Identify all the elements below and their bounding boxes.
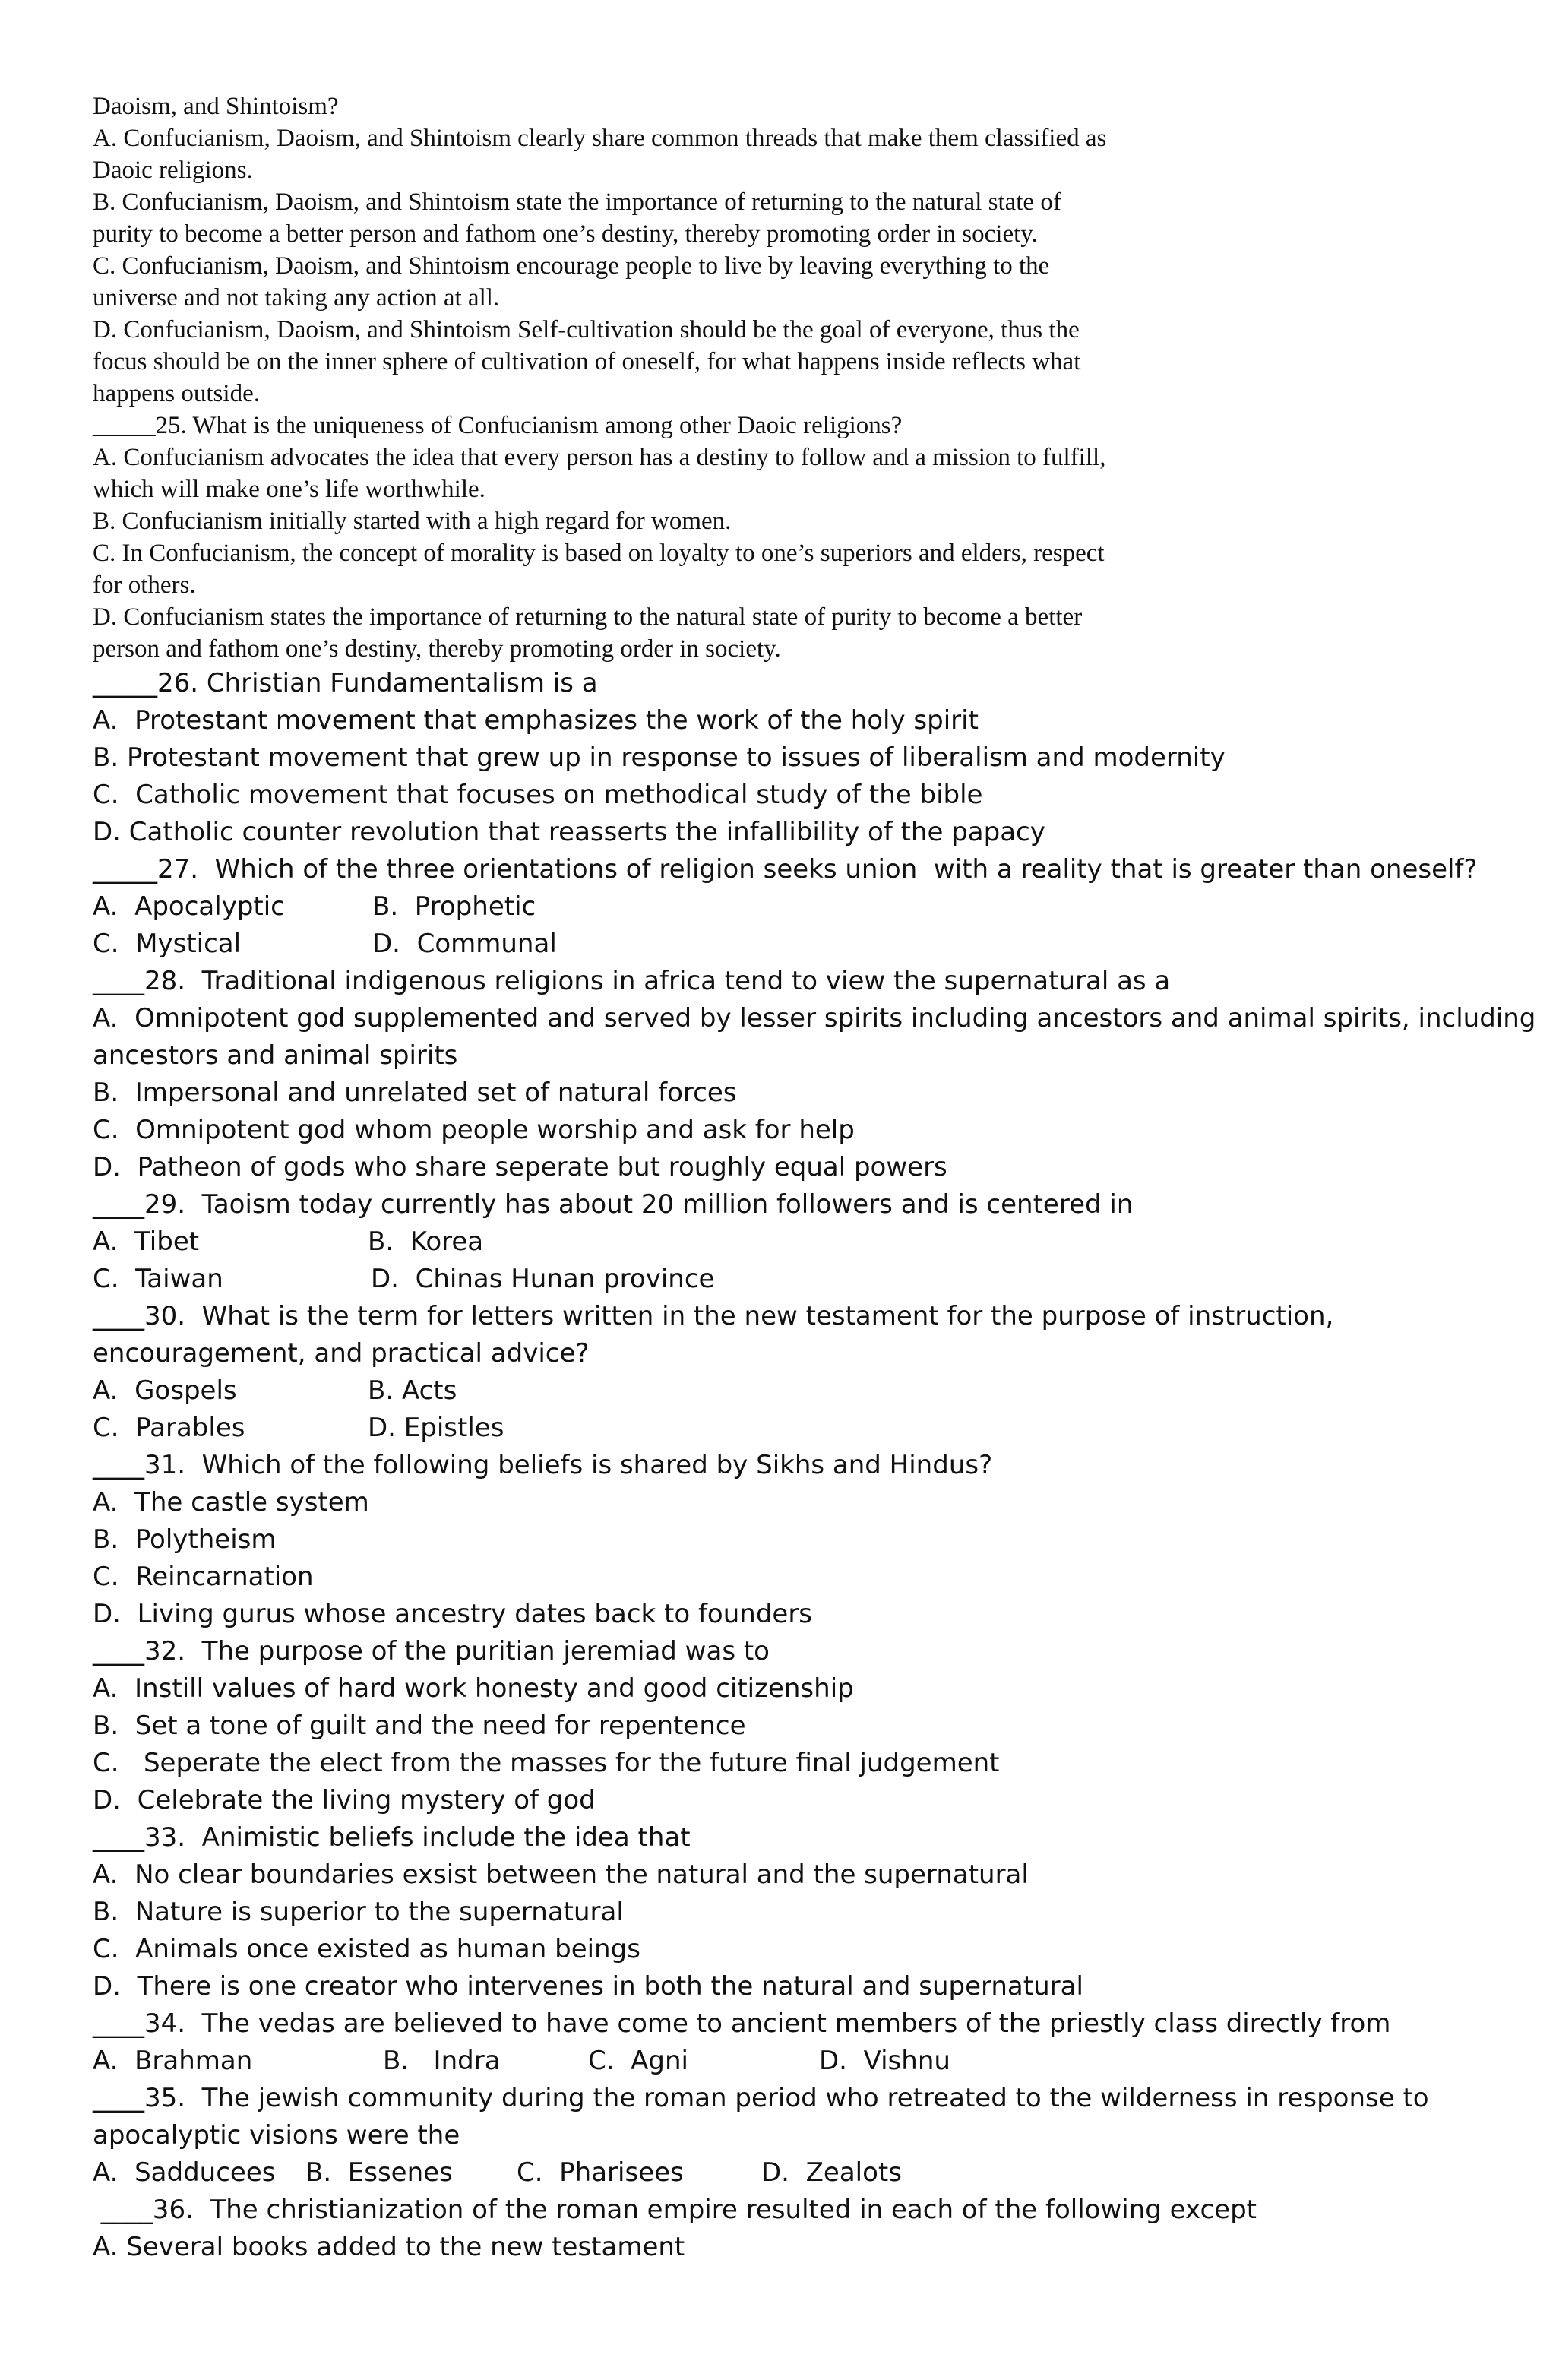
question-30: ____30. What is the term for letters written in the new testament for the purpose of instruction, bbox=[93, 1301, 1334, 1331]
question-29: ____29. Taoism today currently has about 20 million followers and is centered in bbox=[93, 1189, 1134, 1220]
option-d: D. Patheon of gods who share seperate but roughly equal powers bbox=[93, 1152, 947, 1182]
option-c: C. Confucianism, Daoism, and Shintoism encourage people to live by leaving everything to the bbox=[93, 252, 1050, 280]
option-a: A. Omnipotent god supplemented and served by lesser spirits including ancestors and animal spirits, including bbox=[93, 1003, 1536, 1033]
option-b: B. Polytheism bbox=[93, 1524, 277, 1555]
option-a: A. Tibet bbox=[93, 1226, 200, 1257]
option-d: D. Communal bbox=[372, 929, 557, 959]
text-line: person and fathom one’s destiny, thereby promoting order in society. bbox=[93, 635, 781, 663]
option-c: C. Reincarnation bbox=[93, 1562, 314, 1592]
option-b: B. Korea bbox=[368, 1226, 484, 1257]
option-a: A. Brahman bbox=[93, 2046, 253, 2076]
option-c: C. Animals once existed as human beings bbox=[93, 1934, 640, 1964]
option-a: A. Gospels bbox=[93, 1375, 237, 1406]
text-line: focus should be on the inner sphere of cultivation of oneself, for what happens inside reflects what bbox=[93, 348, 1081, 375]
option-d: D. Vishnu bbox=[819, 2046, 950, 2076]
option-b: B. Impersonal and unrelated set of natural forces bbox=[93, 1078, 737, 1108]
question-25: _____25. What is the uniqueness of Confucianism among other Daoic religions? bbox=[93, 412, 903, 439]
text-line: Daoism, and Shintoism? bbox=[93, 93, 339, 120]
text-line: for others. bbox=[93, 571, 196, 599]
text-line: ancestors and animal spirits bbox=[93, 1040, 458, 1071]
option-c: C. Parables bbox=[93, 1413, 245, 1443]
question-34: ____34. The vedas are believed to have come to ancient members of the priestly class directly from bbox=[93, 2008, 1391, 2039]
text-line: universe and not taking any action at all. bbox=[93, 284, 500, 312]
option-a: A. Sadducees bbox=[93, 2157, 276, 2188]
option-c: C. Taiwan bbox=[93, 1264, 223, 1294]
option-d: D. Confucianism states the importance of returning to the natural state of purity to become a better bbox=[93, 603, 1083, 631]
option-b: B. Protestant movement that grew up in response to issues of liberalism and modernity bbox=[93, 742, 1226, 773]
question-33: ____33. Animistic beliefs include the idea that bbox=[93, 1822, 691, 1853]
text-line: happens outside. bbox=[93, 380, 260, 407]
option-c: C. Pharisees bbox=[517, 2157, 684, 2188]
option-a: A. Apocalyptic bbox=[93, 891, 285, 922]
option-d: D. Catholic counter revolution that reasserts the infallibility of the papacy bbox=[93, 817, 1045, 847]
text-line: Daoic religions. bbox=[93, 157, 253, 184]
text-line: apocalyptic visions were the bbox=[93, 2120, 460, 2151]
option-a: A. Protestant movement that emphasizes the work of the holy spirit bbox=[93, 705, 979, 736]
question-32: ____32. The purpose of the puritian jeremiad was to bbox=[93, 1636, 770, 1666]
option-b: B. Essenes bbox=[305, 2157, 453, 2188]
option-c: C. Agni bbox=[588, 2046, 688, 2076]
option-d: D. There is one creator who intervenes in both the natural and supernatural bbox=[93, 1971, 1083, 2002]
option-a: A. The castle system bbox=[93, 1487, 369, 1518]
text-line: purity to become a better person and fathom one’s destiny, thereby promoting order in society. bbox=[93, 220, 1038, 248]
option-d: D. Zealots bbox=[761, 2157, 902, 2188]
option-c: C. Mystical bbox=[93, 929, 242, 959]
text-line: which will make one’s life worthwhile. bbox=[93, 476, 485, 503]
option-b: B. Set a tone of guilt and the need for repentence bbox=[93, 1711, 746, 1741]
option-d: D. Living gurus whose ancestry dates back to founders bbox=[93, 1599, 813, 1629]
option-b: B. Nature is superior to the supernatural bbox=[93, 1897, 624, 1927]
question-31: ____31. Which of the following beliefs is shared by Sikhs and Hindus? bbox=[93, 1450, 993, 1480]
option-b: B. Prophetic bbox=[372, 891, 536, 922]
option-c: C. Omnipotent god whom people worship and ask for help bbox=[93, 1115, 855, 1145]
question-35: ____35. The jewish community during the roman period who retreated to the wilderness in response to bbox=[93, 2083, 1429, 2113]
option-a: A. Confucianism, Daoism, and Shintoism clearly share common threads that make them classified as bbox=[93, 125, 1107, 152]
option-d: D. Chinas Hunan province bbox=[371, 1264, 715, 1294]
question-36: ____36. The christianization of the roman empire resulted in each of the following except bbox=[93, 2195, 1257, 2225]
option-d: D. Epistles bbox=[368, 1413, 504, 1443]
option-a: A. Instill values of hard work honesty and good citizenship bbox=[93, 1673, 854, 1704]
option-a: A. Confucianism advocates the idea that every person has a destiny to follow and a mission to fulfill, bbox=[93, 444, 1106, 471]
question-26: _____26. Christian Fundamentalism is a bbox=[93, 668, 598, 698]
option-c: C. In Confucianism, the concept of morality is based on loyalty to one’s superiors and elders, respect bbox=[93, 540, 1105, 567]
option-b: B. Confucianism, Daoism, and Shintoism state the importance of returning to the natural state of bbox=[93, 188, 1061, 216]
option-d: D. Confucianism, Daoism, and Shintoism Self-cultivation should be the goal of everyone, thus the bbox=[93, 316, 1080, 343]
option-c: C. Catholic movement that focuses on methodical study of the bible bbox=[93, 780, 983, 810]
text-line: encouragement, and practical advice? bbox=[93, 1338, 590, 1369]
option-c: C. Seperate the elect from the masses for the future final judgement bbox=[93, 1748, 1000, 1778]
option-d: D. Celebrate the living mystery of god bbox=[93, 1785, 596, 1815]
question-27: _____27. Which of the three orientations of religion seeks union with a reality that is greater than oneself? bbox=[93, 854, 1478, 885]
option-b: B. Indra bbox=[383, 2046, 501, 2076]
option-a: A. No clear boundaries exsist between the natural and the supernatural bbox=[93, 1859, 1029, 1890]
question-28: ____28. Traditional indigenous religions in africa tend to view the supernatural as a bbox=[93, 966, 1171, 996]
option-a: A. Several books added to the new testament bbox=[93, 2232, 685, 2262]
option-b: B. Acts bbox=[368, 1375, 457, 1406]
option-b: B. Confucianism initially started with a high regard for women. bbox=[93, 508, 732, 535]
